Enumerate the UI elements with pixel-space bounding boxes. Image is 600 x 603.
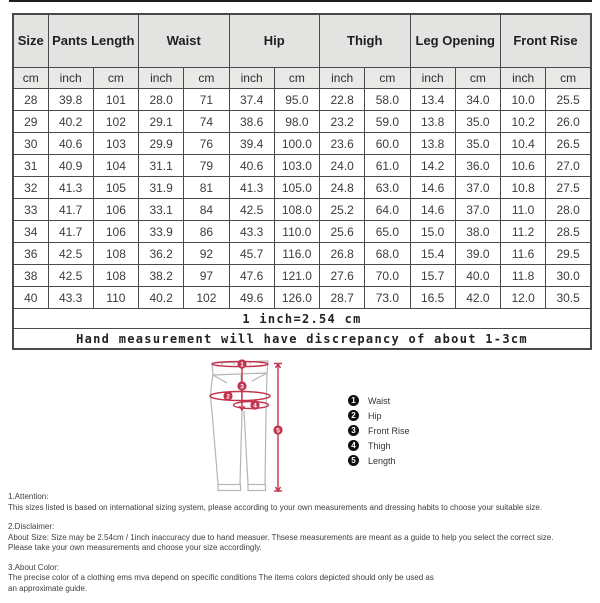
legend-label: Waist (368, 395, 391, 406)
table-cell: 102 (93, 111, 138, 133)
table-cell: 10.4 (501, 133, 546, 155)
table-cell: 13.8 (410, 111, 455, 133)
table-cell: 41.3 (229, 177, 274, 199)
note-2 (8, 522, 598, 554)
table-row (13, 199, 591, 221)
table-cell: 70.0 (365, 265, 410, 287)
size-table-head-groups (13, 14, 591, 68)
table-cell: 27.6 (320, 265, 365, 287)
legend-item-front-rise (348, 425, 410, 436)
unit-header: cm (274, 68, 319, 89)
table-cell: 47.6 (229, 265, 274, 287)
table-cell: 10.6 (501, 155, 546, 177)
table-cell: 23.2 (320, 111, 365, 133)
unit-header: inch (410, 68, 455, 89)
note-line: Please take your own measurements and choose your size accordingly. (8, 543, 262, 552)
measurement-lines (210, 361, 282, 491)
table-cell: 40.9 (48, 155, 93, 177)
table-cell: 108.0 (274, 199, 319, 221)
table-cell: 29.1 (139, 111, 184, 133)
table-cell: 10.0 (501, 89, 546, 111)
column-header-front-rise: Front Rise (501, 14, 592, 68)
measurement-legend (348, 395, 410, 470)
table-cell: 14.6 (410, 177, 455, 199)
table-cell: 26.0 (546, 111, 591, 133)
table-cell: 35.0 (455, 133, 500, 155)
table-cell: 13.4 (410, 89, 455, 111)
table-cell: 102 (184, 287, 229, 309)
marker-hip-number: 2 (226, 393, 230, 401)
legend-label: Hip (368, 410, 382, 421)
table-cell: 28.5 (546, 221, 591, 243)
table-cell: 105.0 (274, 177, 319, 199)
table-cell: 35.0 (455, 111, 500, 133)
table-cell: 121.0 (274, 265, 319, 287)
table-cell: 36.0 (455, 155, 500, 177)
table-cell: 103 (93, 133, 138, 155)
marker-waist-number: 1 (240, 361, 244, 369)
table-cell: 104 (93, 155, 138, 177)
note-line: The precise color of a clothing ems mva depend on specific conditions The items colors depicted should only be used as (8, 573, 434, 582)
table-cell: 29.5 (546, 243, 591, 265)
table-cell: 27.5 (546, 177, 591, 199)
legend-item-waist (348, 395, 410, 406)
table-cell: 25.5 (546, 89, 591, 111)
table-cell: 103.0 (274, 155, 319, 177)
hand-measurement-note: Hand measurement will have discrepancy of about 1-3cm (13, 329, 591, 350)
table-cell: 108 (93, 265, 138, 287)
table-cell: 33 (13, 199, 48, 221)
table-cell: 11.0 (501, 199, 546, 221)
table-cell: 40.2 (48, 111, 93, 133)
table-cell: 14.2 (410, 155, 455, 177)
table-cell: 76 (184, 133, 229, 155)
table-cell: 97 (184, 265, 229, 287)
table-cell: 79 (184, 155, 229, 177)
table-cell: 40.0 (455, 265, 500, 287)
table-cell: 42.5 (48, 243, 93, 265)
table-cell: 41.7 (48, 221, 93, 243)
table-cell: 30 (13, 133, 48, 155)
table-cell: 24.8 (320, 177, 365, 199)
table-cell: 71 (184, 89, 229, 111)
table-cell: 65.0 (365, 221, 410, 243)
table-cell: 25.2 (320, 199, 365, 221)
legend-number-icon: 4 (348, 440, 359, 451)
unit-header: inch (139, 68, 184, 89)
table-cell: 15.4 (410, 243, 455, 265)
table-cell: 11.8 (501, 265, 546, 287)
table-cell: 15.7 (410, 265, 455, 287)
table-cell: 28 (13, 89, 48, 111)
unit-header: inch (48, 68, 93, 89)
legend-label: Front Rise (368, 425, 410, 436)
table-cell: 31.1 (139, 155, 184, 177)
table-cell: 28.0 (546, 199, 591, 221)
pants-measurement-diagram (200, 355, 310, 499)
table-cell: 38 (13, 265, 48, 287)
note-line: About Size: Size may be 2.54cm / 1inch inaccuracy due to hand measuer. Thsese measurements are meant as a guide to help you select the correct size. (8, 532, 554, 542)
legend-item-thigh (348, 440, 410, 451)
table-cell: 95.0 (274, 89, 319, 111)
table-cell: 28.0 (139, 89, 184, 111)
table-cell: 22.8 (320, 89, 365, 111)
size-table-head-units (13, 68, 591, 89)
table-cell: 100.0 (274, 133, 319, 155)
unit-header: inch (320, 68, 365, 89)
note-title: 1.Attention: (8, 492, 49, 501)
table-cell: 11.6 (501, 243, 546, 265)
table-cell: 26.5 (546, 133, 591, 155)
table-cell: 42.5 (229, 199, 274, 221)
note-1 (8, 492, 598, 513)
table-cell: 86 (184, 221, 229, 243)
inch-cm-conversion-note: 1 inch=2.54 cm (13, 309, 591, 329)
table-cell: 126.0 (274, 287, 319, 309)
legend-number-icon: 3 (348, 425, 359, 436)
table-cell: 33.9 (139, 221, 184, 243)
table-row (13, 287, 591, 309)
table-row (13, 177, 591, 199)
table-row (13, 243, 591, 265)
table-cell: 41.3 (48, 177, 93, 199)
unit-header: cm (546, 68, 591, 89)
legend-item-length (348, 455, 410, 466)
table-cell: 39.8 (48, 89, 93, 111)
table-cell: 24.0 (320, 155, 365, 177)
table-cell: 59.0 (365, 111, 410, 133)
pants-outline (211, 361, 268, 491)
table-row (13, 221, 591, 243)
top-divider (9, 0, 592, 2)
table-cell: 14.6 (410, 199, 455, 221)
marker-thigh-number: 4 (253, 402, 257, 410)
legend-item-hip (348, 410, 410, 421)
table-cell: 64.0 (365, 199, 410, 221)
legend-number-icon: 5 (348, 455, 359, 466)
table-cell: 45.7 (229, 243, 274, 265)
legend-label: Thigh (368, 440, 391, 451)
table-cell: 49.6 (229, 287, 274, 309)
legend-number-icon: 2 (348, 410, 359, 421)
table-cell: 38.0 (455, 221, 500, 243)
marker-front-rise-number: 3 (240, 383, 244, 391)
table-cell: 12.0 (501, 287, 546, 309)
note-title: 3.About Color: (8, 562, 60, 572)
table-cell: 43.3 (229, 221, 274, 243)
table-cell: 30.5 (546, 287, 591, 309)
size-table-foot (13, 309, 591, 350)
table-cell: 106 (93, 221, 138, 243)
table-cell: 106 (93, 199, 138, 221)
table-row (13, 265, 591, 287)
table-cell: 38.2 (139, 265, 184, 287)
table-cell: 36.2 (139, 243, 184, 265)
table-cell: 116.0 (274, 243, 319, 265)
table-cell: 42.0 (455, 287, 500, 309)
marker-length-number: 5 (276, 427, 280, 435)
table-cell: 10.8 (501, 177, 546, 199)
table-cell: 34 (13, 221, 48, 243)
table-cell: 10.2 (501, 111, 546, 133)
table-cell: 13.8 (410, 133, 455, 155)
table-cell: 41.7 (48, 199, 93, 221)
table-cell: 40.6 (229, 155, 274, 177)
table-cell: 84 (184, 199, 229, 221)
unit-header: inch (501, 68, 546, 89)
table-cell: 30.0 (546, 265, 591, 287)
size-table-head (13, 14, 591, 89)
table-cell: 28.7 (320, 287, 365, 309)
table-cell: 105 (93, 177, 138, 199)
table-cell: 26.8 (320, 243, 365, 265)
table-cell: 29.9 (139, 133, 184, 155)
table-cell: 74 (184, 111, 229, 133)
table-cell: 37.0 (455, 177, 500, 199)
table-row (13, 155, 591, 177)
note-line: an approximate guide. (8, 583, 88, 593)
size-table-body (13, 89, 591, 309)
table-row (13, 111, 591, 133)
table-cell: 34.0 (455, 89, 500, 111)
column-header-size: Size (13, 14, 48, 68)
table-cell: 42.5 (48, 265, 93, 287)
table-cell: 40.2 (139, 287, 184, 309)
table-cell: 63.0 (365, 177, 410, 199)
unit-header: cm (184, 68, 229, 89)
legend-label: Length (368, 455, 396, 466)
table-cell: 31.9 (139, 177, 184, 199)
table-cell: 60.0 (365, 133, 410, 155)
table-cell: 40 (13, 287, 48, 309)
note-title: 2.Disclaimer: (8, 522, 55, 531)
table-cell: 39.4 (229, 133, 274, 155)
table-cell: 110 (93, 287, 138, 309)
unit-header: cm (13, 68, 48, 89)
table-row (13, 89, 591, 111)
column-header-hip: Hip (229, 14, 320, 68)
table-cell: 25.6 (320, 221, 365, 243)
size-table (12, 13, 592, 350)
unit-header: inch (229, 68, 274, 89)
table-cell: 32 (13, 177, 48, 199)
table-cell: 81 (184, 177, 229, 199)
table-cell: 15.0 (410, 221, 455, 243)
unit-header: cm (455, 68, 500, 89)
table-cell: 16.5 (410, 287, 455, 309)
table-row (13, 133, 591, 155)
table-cell: 29 (13, 111, 48, 133)
table-footer-row (13, 309, 591, 329)
table-cell: 31 (13, 155, 48, 177)
table-cell: 39.0 (455, 243, 500, 265)
column-header-thigh: Thigh (320, 14, 411, 68)
unit-header: cm (93, 68, 138, 89)
table-footer-row (13, 329, 591, 350)
column-header-leg-opening: Leg Opening (410, 14, 501, 68)
table-cell: 33.1 (139, 199, 184, 221)
table-cell: 23.6 (320, 133, 365, 155)
table-cell: 61.0 (365, 155, 410, 177)
notes-section (8, 492, 598, 603)
table-cell: 38.6 (229, 111, 274, 133)
table-cell: 68.0 (365, 243, 410, 265)
table-cell: 43.3 (48, 287, 93, 309)
column-header-pants-length: Pants Length (48, 14, 139, 68)
note-line: This sizes listed is based on international sizing system, please according to your own measurements and dressing habits to choose your suitable size. (8, 502, 543, 512)
note-3 (8, 563, 598, 595)
table-cell: 73.0 (365, 287, 410, 309)
table-cell: 101 (93, 89, 138, 111)
table-cell: 110.0 (274, 221, 319, 243)
table-cell: 92 (184, 243, 229, 265)
table-cell: 58.0 (365, 89, 410, 111)
unit-header: cm (365, 68, 410, 89)
table-cell: 11.2 (501, 221, 546, 243)
table-cell: 98.0 (274, 111, 319, 133)
table-cell: 40.6 (48, 133, 93, 155)
table-cell: 108 (93, 243, 138, 265)
column-header-waist: Waist (139, 14, 230, 68)
table-cell: 37.0 (455, 199, 500, 221)
legend-number-icon: 1 (348, 395, 359, 406)
table-cell: 36 (13, 243, 48, 265)
table-cell: 27.0 (546, 155, 591, 177)
table-cell: 37.4 (229, 89, 274, 111)
